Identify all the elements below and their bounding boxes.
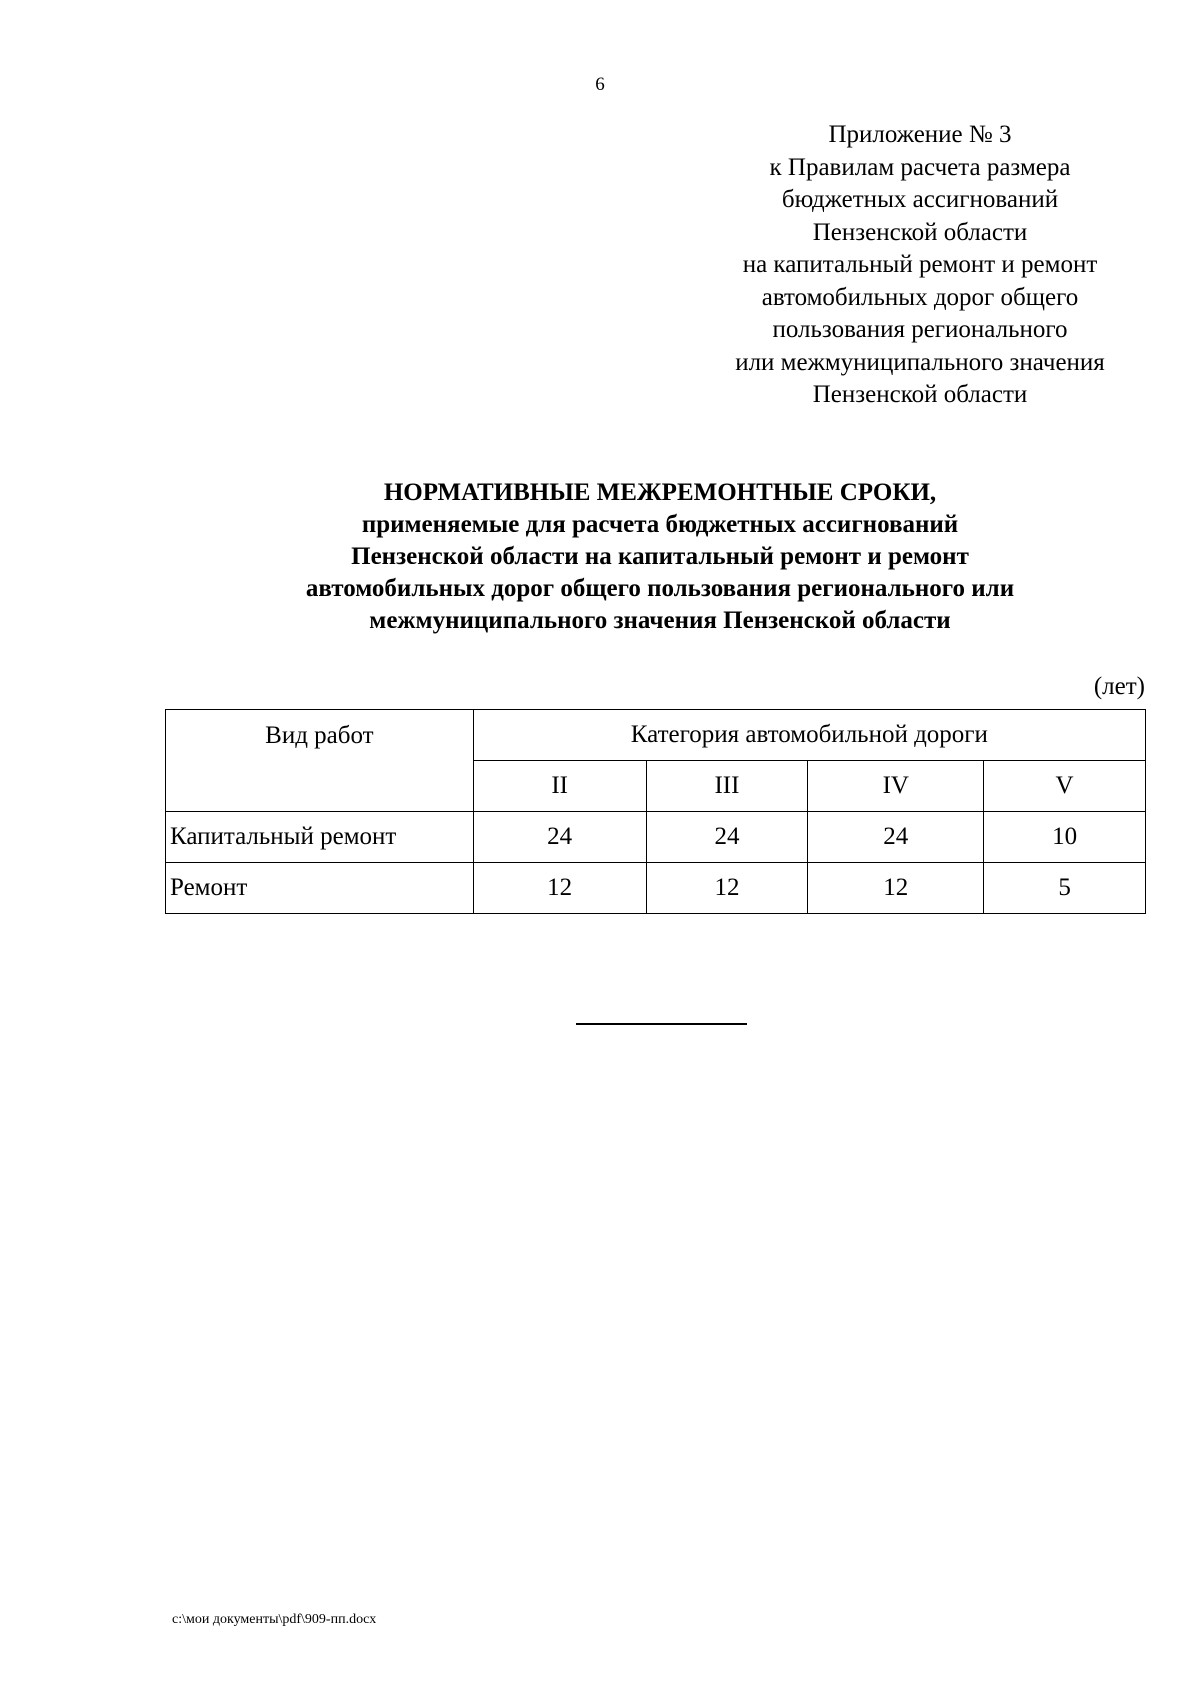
appendix-line: пользования регионального: [772, 316, 1068, 343]
title-line: автомобильных дорог общего пользования регионального или: [305, 575, 1015, 602]
appendix-line: или межмуниципального значения: [735, 348, 1105, 376]
table-cell: 24: [473, 812, 646, 863]
table-cell: 5: [984, 863, 1146, 914]
appendix-line: бюджетных ассигнований: [781, 186, 1059, 213]
document-title: [150, 477, 1170, 637]
norms-table: [165, 709, 1146, 914]
table-cell: 24: [646, 812, 808, 863]
units-label: (лет): [1093, 673, 1145, 700]
category-cell: II: [473, 761, 646, 812]
table-cell: 24: [808, 812, 984, 863]
appendix-line: Приложение № 3: [828, 121, 1012, 148]
category-cell: IV: [808, 761, 984, 812]
end-divider: [576, 1023, 747, 1025]
title-line: Пензенской области на капитальный ремонт и ремонт: [351, 543, 969, 570]
table-cell: 12: [473, 863, 646, 914]
appendix-line: автомобильных дорог общего: [761, 283, 1079, 311]
table-cell: 12: [646, 863, 808, 914]
appendix-line: на капитальный ремонт и ремонт: [742, 251, 1098, 278]
row-label: Капитальный ремонт: [166, 812, 474, 863]
category-header: Категория автомобильной дороги: [473, 710, 1145, 761]
appendix-reference: [690, 119, 1150, 412]
row-label: Ремонт: [166, 863, 474, 914]
page-number: 6: [595, 74, 605, 95]
category-cell: V: [984, 761, 1146, 812]
table-cell: 10: [984, 812, 1146, 863]
footer-file-path: c:\мои документы\pdf\909-пп.docx: [172, 1612, 377, 1627]
table-cell: 12: [808, 863, 984, 914]
title-line: применяемые для расчета бюджетных ассигнований: [361, 511, 959, 538]
work-type-header: Вид работ: [166, 710, 474, 812]
appendix-line: к Правилам расчета размера: [769, 153, 1071, 181]
title-line: НОРМАТИВНЫЕ МЕЖРЕМОНТНЫЕ СРОКИ,: [383, 479, 937, 506]
table-row: [166, 863, 1146, 914]
title-line: межмуниципального значения Пензенской области: [369, 607, 951, 634]
table-header-row: [166, 710, 1146, 761]
category-cell: III: [646, 761, 808, 812]
appendix-line: Пензенской области: [812, 218, 1028, 246]
table-row: [166, 812, 1146, 863]
appendix-line: Пензенской области: [812, 381, 1028, 408]
